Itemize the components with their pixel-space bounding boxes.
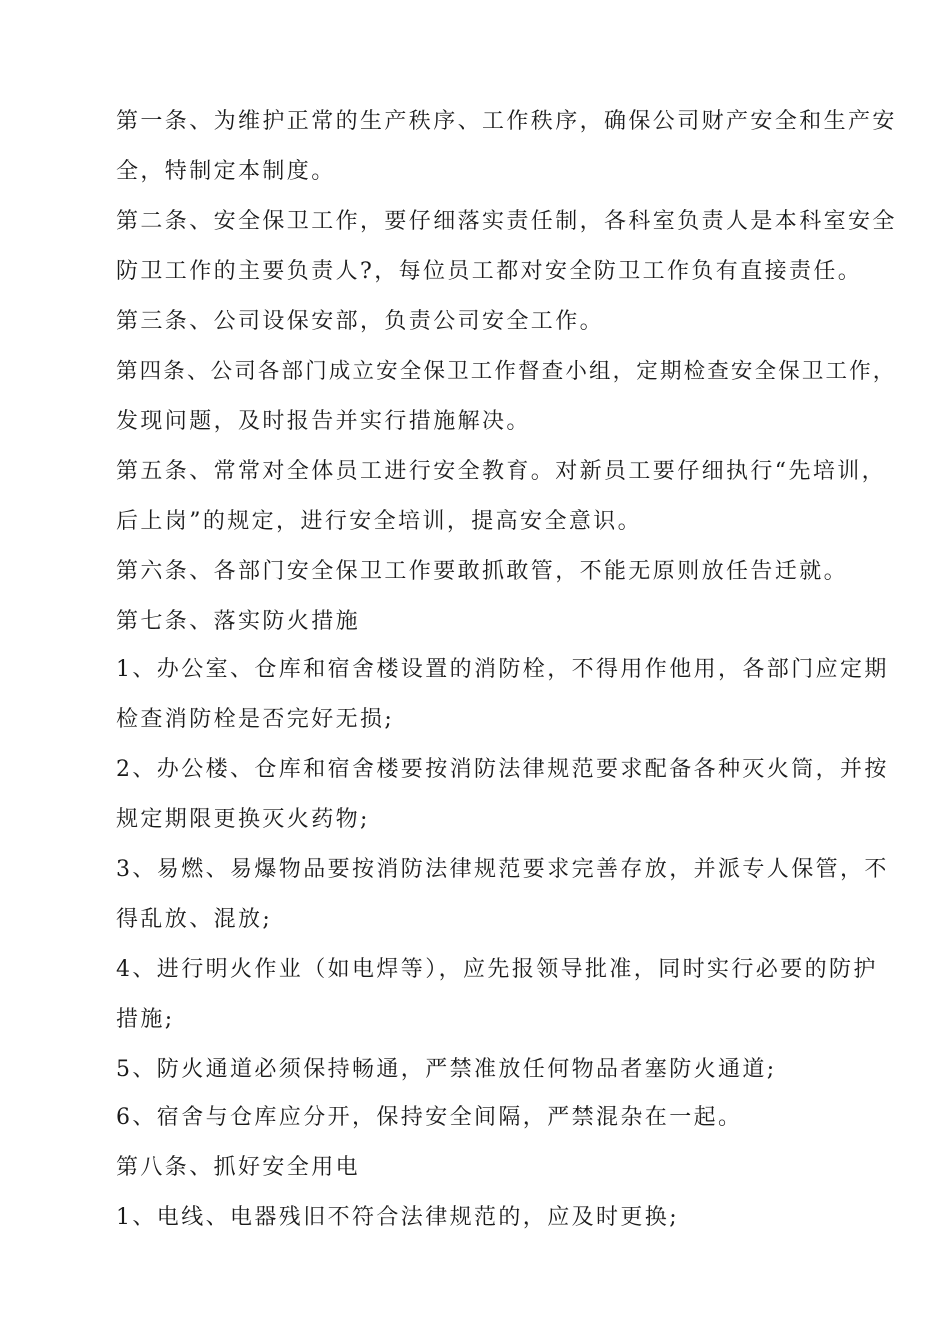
paragraph-line: 检查消防栓是否完好无损; [116, 707, 395, 732]
paragraph-line: 1、电线、电器残旧不符合法律规范的，应及时更换; [116, 1205, 680, 1230]
paragraph-line: 第五条、常常对全体员工进行安全教育。对新员工要仔细执行“先培训， [116, 459, 887, 484]
paragraph-line: 2、办公楼、仓库和宿舍楼要按消防法律规范要求配备各种灭火筒，并按 [116, 757, 889, 782]
paragraph-line: 1、办公室、仓库和宿舍楼设置的消防栓，不得用作他用，各部门应定期 [116, 657, 889, 682]
paragraph-line: 第二条、安全保卫工作，要仔细落实责任制，各科室负责人是本科室安全 [116, 209, 897, 234]
paragraph-line: 4、进行明火作业（如电焊等），应先报领导批准，同时实行必要的防护 [116, 957, 878, 982]
paragraph-line: 全，特制定本制度。 [116, 159, 336, 184]
paragraph-line: 得乱放、混放; [116, 907, 273, 932]
paragraph-line: 6、宿舍与仓库应分开，保持安全间隔，严禁混杂在一起。 [116, 1105, 743, 1130]
paragraph-line: 发现问题，及时报告并实行措施解决。 [116, 409, 531, 434]
paragraph-line: 规定期限更换灭火药物; [116, 807, 370, 832]
paragraph-line: 第四条、公司各部门成立安全保卫工作督查小组，定期检查安全保卫工作， [116, 359, 897, 384]
paragraph-line: 措施; [116, 1007, 175, 1032]
paragraph-line: 3、易燃、易爆物品要按消防法律规范要求完善存放，并派专人保管，不 [116, 857, 889, 882]
paragraph-line: 第七条、落实防火措施 [116, 609, 361, 634]
paragraph-line: 第三条、公司设保安部，负责公司安全工作。 [116, 309, 605, 334]
paragraph-line: 第一条、为维护正常的生产秩序、工作秩序，确保公司财产安全和生产安 [116, 109, 897, 134]
paragraph-line: 防卫工作的主要负责人?，每位员工都对安全防卫工作负有直接责任。 [116, 259, 863, 284]
paragraph-line: 后上岗”的规定，进行安全培训，提高安全意识。 [116, 509, 643, 534]
paragraph-line: 5、防火通道必须保持畅通，严禁准放任何物品者塞防火通道; [116, 1057, 777, 1082]
paragraph-line: 第八条、抓好安全用电 [116, 1155, 361, 1180]
paragraph-line: 第六条、各部门安全保卫工作要敢抓敢管，不能无原则放任告迁就。 [116, 559, 849, 584]
